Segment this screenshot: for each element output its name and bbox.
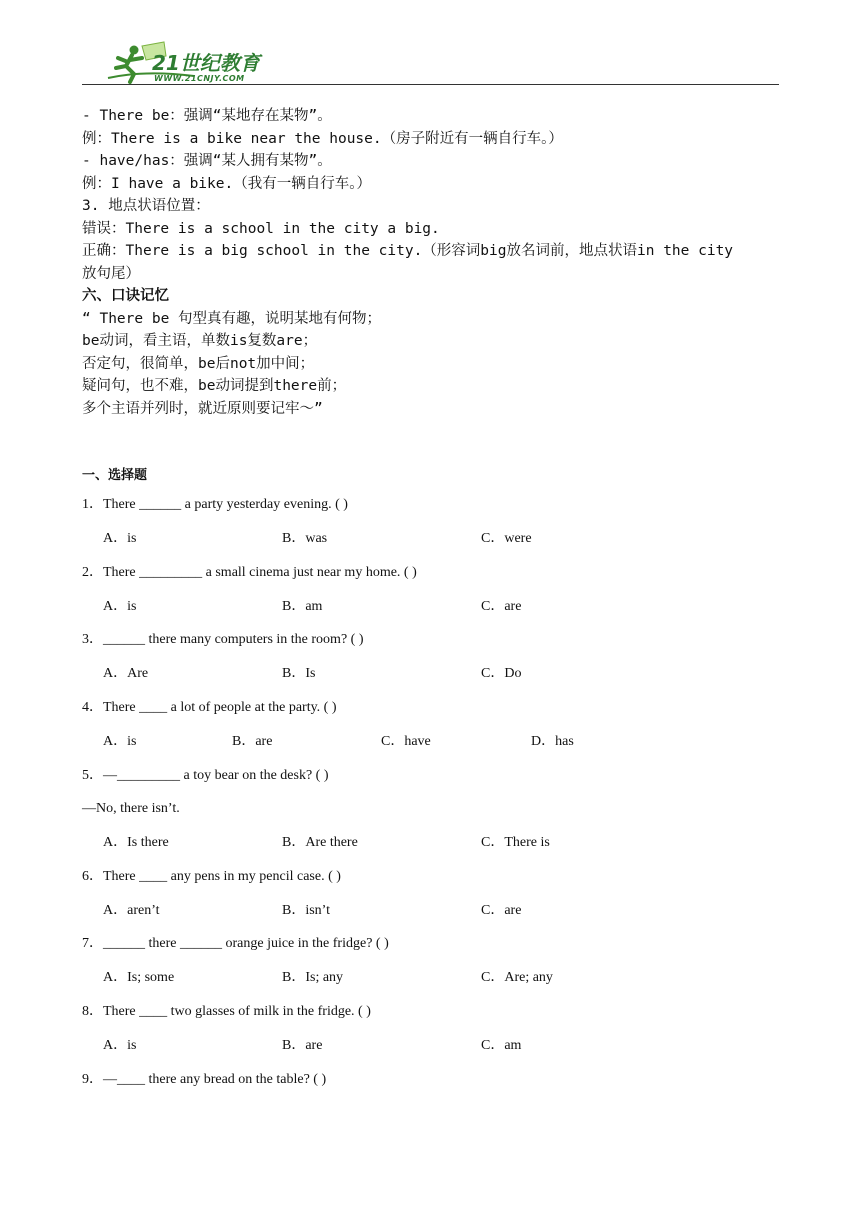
option-c[interactable]: C．Are; any xyxy=(481,970,553,985)
option-d[interactable]: D．has xyxy=(531,734,574,749)
option-a[interactable]: A．is xyxy=(103,1038,137,1053)
option-b[interactable]: B．am xyxy=(282,599,323,614)
logo-text: 21世纪教育 xyxy=(152,51,260,75)
option-a[interactable]: A．aren’t xyxy=(103,903,160,918)
note-line-1: - There be：强调“某地存在某物”。 xyxy=(82,108,332,124)
mnemonic-line: 疑问句，也不难，be动词提到there前； xyxy=(82,378,347,394)
option-c[interactable]: C．There is xyxy=(481,835,550,850)
option-b[interactable]: B．Is xyxy=(282,666,316,681)
option-a[interactable]: A．Is there xyxy=(103,835,169,850)
option-b[interactable]: B．isn’t xyxy=(282,903,330,918)
option-c[interactable]: C．have xyxy=(381,734,431,749)
option-c[interactable]: C．are xyxy=(481,599,522,614)
mnemonic-line: 否定句，很简单，be后not加中间； xyxy=(82,356,315,372)
mnemonic-line: “ There be 句型真有趣，说明某地有何物； xyxy=(82,311,382,327)
question-stem: 2．There _________ a small cinema just near my home. ( ) xyxy=(82,565,417,580)
question-stem: 9．—____ there any bread on the table? ( ) xyxy=(82,1072,327,1087)
question-stem: 7．______ there ______ orange juice in the fridge? ( ) xyxy=(82,936,389,951)
option-c[interactable]: C．Do xyxy=(481,666,522,681)
option-c[interactable]: C．were xyxy=(481,531,532,546)
option-b[interactable]: B．was xyxy=(282,531,328,546)
mnemonic-line: be动词，看主语，单数is复数are； xyxy=(82,333,318,349)
note-line-7: 正确：There is a big school in the city.（形容词big放名词前，地点状语in the city xyxy=(82,243,734,259)
question-stem: 4．There ____ a lot of people at the party. ( ) xyxy=(82,700,337,715)
option-a[interactable]: A．Is; some xyxy=(103,970,175,985)
option-b[interactable]: B．are xyxy=(282,1038,323,1053)
mnemonic-line: 多个主语并列时，就近原则要记牢～” xyxy=(82,401,323,417)
note-line-6: 错误：There is a school in the city a big. xyxy=(82,221,440,237)
question-stem: 5．—_________ a toy bear on the desk? ( ) xyxy=(82,768,329,783)
mnemonic-title: 六、口诀记忆 xyxy=(82,288,169,304)
option-b[interactable]: B．Are there xyxy=(282,835,358,850)
option-a[interactable]: A．is xyxy=(103,531,137,546)
question-stem: 3．______ there many computers in the room? ( ) xyxy=(82,632,364,647)
option-b[interactable]: B．Is; any xyxy=(282,970,344,985)
option-a[interactable]: A．is xyxy=(103,734,137,749)
quiz-section-title: 一、选择题 xyxy=(82,468,148,483)
option-a[interactable]: A．is xyxy=(103,599,137,614)
note-line-5: 3. 地点状语位置： xyxy=(82,198,210,214)
logo-subtext: WWW.21CNJY.COM xyxy=(154,74,245,83)
note-line-4: 例：I have a bike.（我有一辆自行车。） xyxy=(82,176,371,192)
option-c[interactable]: C．are xyxy=(481,903,522,918)
note-line-2: 例：There is a bike near the house.（房子附近有一辆自行车。） xyxy=(82,131,563,147)
note-line-8: 放句尾） xyxy=(82,266,140,282)
header-rule xyxy=(82,84,779,85)
question-stem: 6．There ____ any pens in my pencil case. ( ) xyxy=(82,869,341,884)
option-b[interactable]: B．are xyxy=(232,734,273,749)
page-header xyxy=(82,40,779,86)
question-dialogue-reply: —No, there isn’t. xyxy=(82,801,180,816)
question-stem: 8．There ____ two glasses of milk in the fridge. ( ) xyxy=(82,1004,371,1019)
question-stem: 1．There ______ a party yesterday evening. ( ) xyxy=(82,497,348,512)
option-c[interactable]: C．am xyxy=(481,1038,522,1053)
note-line-3: - have/has：强调“某人拥有某物”。 xyxy=(82,153,332,169)
option-a[interactable]: A．Are xyxy=(103,666,149,681)
site-logo xyxy=(104,40,304,84)
